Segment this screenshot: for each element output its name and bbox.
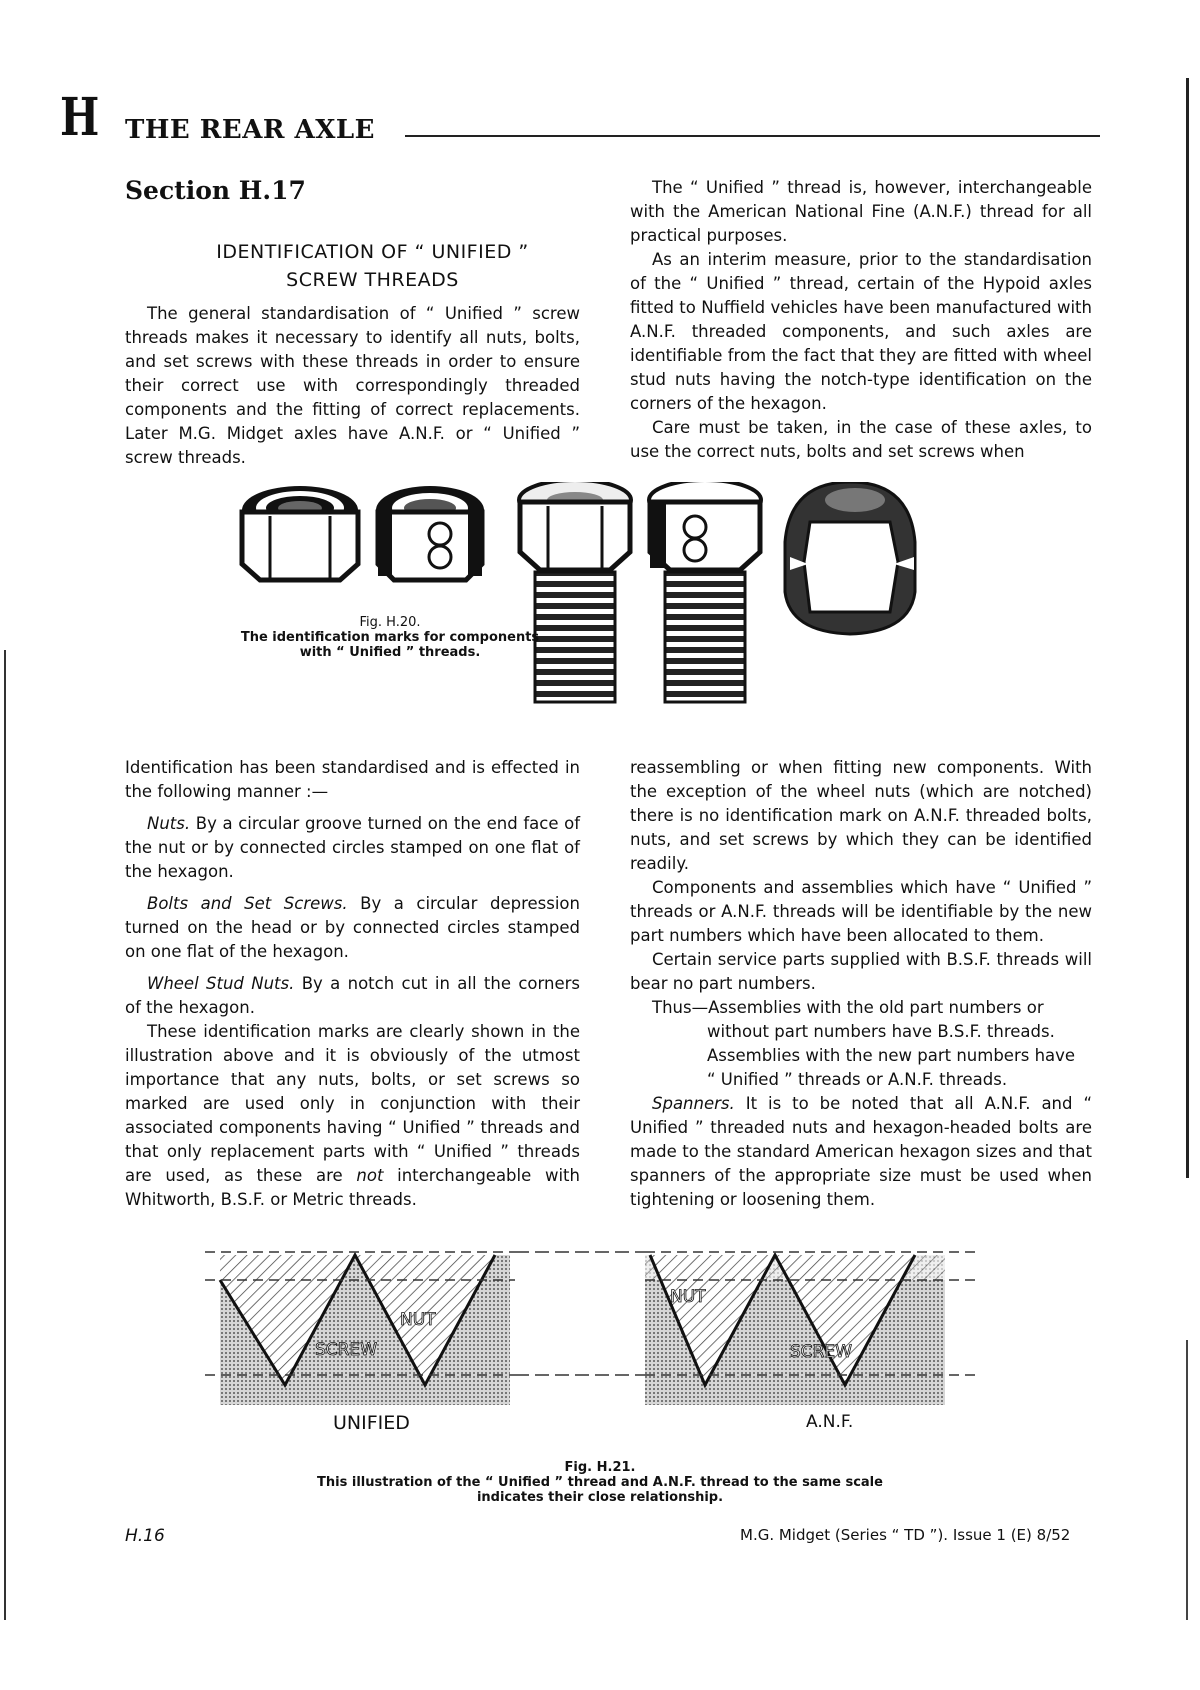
fig-h20-illustration <box>230 482 990 722</box>
spanners-text: It is to be noted that all A.N.F. and “ Unified ” threaded nuts and hexagon-headed bolts are made to the standard American hexagon sizes and that spanners of the appropriate size must be used when tightening or loosening them. <box>630 1094 1092 1209</box>
paragraph: Care must be taken, in the case of these axles, to use the correct nuts, bolts and set screws when <box>630 418 1092 461</box>
heading-line-2: SCREW THREADS <box>286 269 459 291</box>
bolts-text: By a circular depression turned on the head or by connected circles stamped on one flat of the hexagon. <box>125 894 580 961</box>
bolt-with-depression-drawing <box>519 482 631 702</box>
paragraph: Identification has been standardised and is effected in the following manner :— <box>125 758 580 801</box>
paragraph: Components and assemblies which have “ Unified ” threads or A.N.F. threads will be identifiable by the new part numbers which have been allocated to them. <box>630 878 1092 945</box>
publication-info: M.G. Midget (Series “ TD ”). Issue 1 (E) 8/52 <box>740 1526 1071 1544</box>
nut-with-groove-drawing <box>242 486 358 580</box>
paragraph: The general standardisation of “ Unified ” screw threads makes it necessary to identify all nuts, bolts, and set screws with these threads in order to ensure their correct use with correspondingly threaded components and the fitting of correct replacements. Later M.G. Midget axles have A.N.F. or “ Unified ” screw threads. <box>125 304 580 467</box>
anf-diagram-label: A.N.F. <box>806 1412 854 1432</box>
paragraph: reassembling or when fitting new components. With the exception of the wheel nuts (which are notched) there is no identification mark on A.N.F. threaded bolts, nuts, and set screws by which they can be identified readily. <box>630 758 1092 873</box>
paragraph-final: These identification marks are clearly shown in the illustration above and it is obviously of the utmost importance that any nuts, bolts, or set screws so marked are used only in conjunction with their associated components having “ Unified ” threads and that only replacement parts with “ Unified ” threads are used, as these are not interchangeable with Whitworth, B.S.F. or Metric threads. <box>125 1022 580 1209</box>
paragraph-nuts <box>125 812 580 884</box>
fig-h21-label: Fig. H.21. <box>564 1460 636 1475</box>
wheel-stud-nut-drawing <box>785 482 915 634</box>
emphasis-not: not <box>356 1166 384 1185</box>
fig-h21-thread-diagram <box>205 1240 995 1415</box>
section-title: Section H.17 <box>125 176 306 205</box>
unified-nut-label: NUT <box>400 1310 436 1330</box>
bolts-label: Bolts and Set Screws. <box>147 894 348 913</box>
column-4-text <box>630 756 1092 1212</box>
heading-line-1: IDENTIFICATION OF “ UNIFIED ” <box>216 241 529 263</box>
wheel-label: Wheel Stud Nuts. <box>147 974 295 993</box>
nuts-label: Nuts. <box>147 814 191 833</box>
paragraph: Assemblies with the new part numbers have <box>707 1046 1076 1065</box>
page-edge-bar <box>1186 78 1189 1178</box>
fig-h21-caption-block <box>260 1460 940 1505</box>
page-edge-bar-lower <box>1186 1340 1188 1620</box>
page-number: H.16 <box>125 1526 165 1546</box>
nuts-text: By a circular groove turned on the end face of the nut or by connected circles stamped on one flat of the hexagon. <box>125 814 581 881</box>
chapter-title: THE REAR AXLE <box>125 115 375 145</box>
nut-with-circles-drawing <box>376 486 484 580</box>
paragraph: The “ Unified ” thread is, however, interchangeable with the American National Fine (A.N.F.) thread for all practical purposes. <box>630 178 1092 245</box>
unified-screw-label: SCREW <box>315 1340 378 1360</box>
column-3-text <box>125 756 580 1212</box>
identification-heading <box>145 238 600 294</box>
paragraph-wheel-nuts <box>125 972 580 1020</box>
paragraph: “ Unified ” threads or A.N.F. threads. <box>707 1070 1008 1089</box>
bolt-with-circles-drawing <box>649 482 761 702</box>
unified-thread-profile <box>205 1252 515 1405</box>
column-2-text <box>630 176 1092 464</box>
paragraph-spanners <box>630 1092 1092 1212</box>
anf-nut-label: NUT <box>670 1287 706 1307</box>
fig-h20-label: Fig. H.20. <box>359 615 421 630</box>
header-rule <box>405 135 1100 137</box>
spanners-label: Spanners. <box>652 1094 735 1113</box>
section-letter: H <box>60 87 100 148</box>
paragraph: Certain service parts supplied with B.S.F. threads will bear no part numbers. <box>630 950 1092 993</box>
fig-h20-caption: The identification marks for components with “ Unified ” threads. <box>240 630 540 660</box>
fig-h20-caption-block <box>230 615 550 660</box>
page-edge-bar-left <box>4 650 6 1620</box>
wheel-text: By a notch cut in all the corners of the hexagon. <box>125 974 580 1017</box>
paragraph: without part numbers have B.S.F. threads. <box>707 1022 1055 1041</box>
column-1-text <box>125 302 580 470</box>
anf-screw-label: SCREW <box>790 1342 853 1362</box>
paragraph: As an interim measure, prior to the standardisation of the “ Unified ” thread, certain of the Hypoid axles fitted to Nuffield vehicles have been manufactured with A.N.F. threaded components, and such axles are identifiable from the fact that they are fitted with wheel stud nuts having the notch-type identification on the corners of the hexagon. <box>630 250 1092 413</box>
anf-thread-profile <box>645 1252 975 1405</box>
fig-h21-caption: This illustration of the “ Unified ” thread and A.N.F. thread to the same scale indicates their close relationship. <box>317 1475 883 1505</box>
paragraph: Thus—Assemblies with the old part numbers or <box>652 998 1044 1017</box>
unified-diagram-label: UNIFIED <box>333 1412 410 1434</box>
paragraph-bolts <box>125 892 580 964</box>
